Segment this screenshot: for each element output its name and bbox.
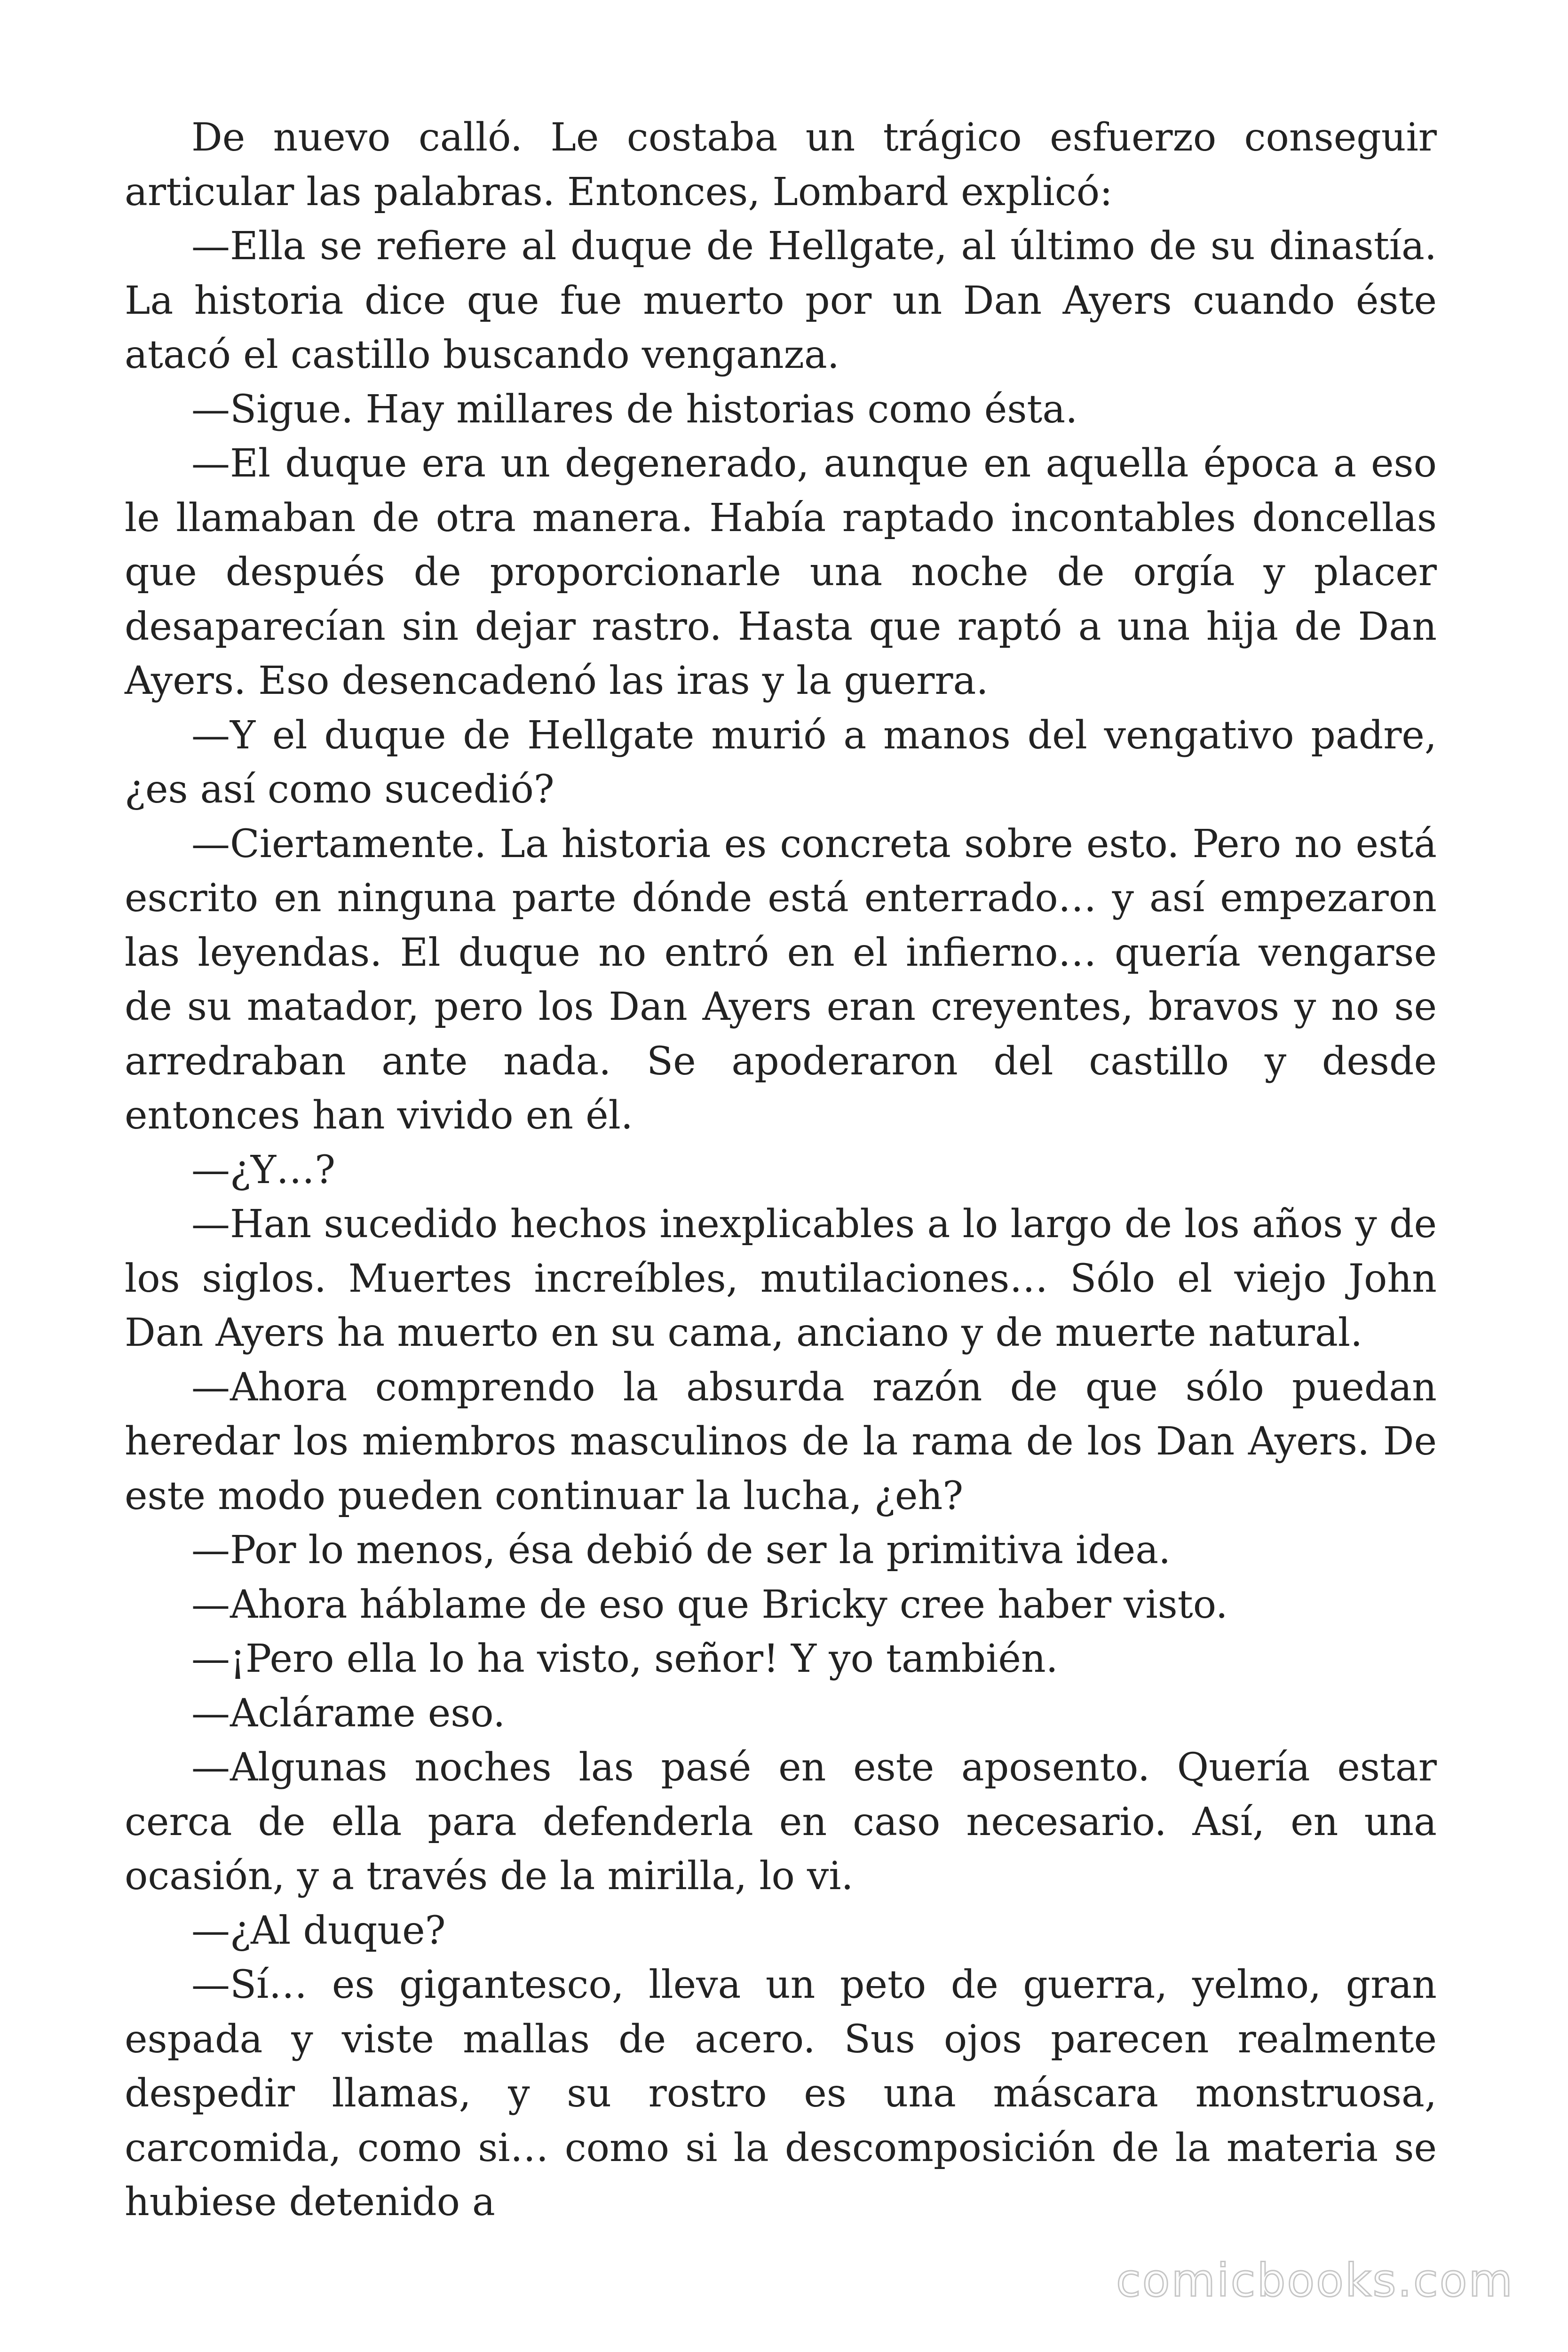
paragraph: —¡Pero ella lo ha visto, señor! Y yo también.	[191, 1637, 1058, 1681]
paragraph: —Sí… es gigantesco, lleva un peto de guerra, yelmo, gran espada y viste mallas de acero. Sus ojos parecen realmente despedir llamas, y su rostro es una máscara monstruosa, carcomida, como si… como si la descomposición de la materia se hubiese detenido a	[125, 1963, 1437, 2225]
paragraph: —Algunas noches las pasé en este aposento. Quería estar cerca de ella para defenderla en caso necesario. Así, en una ocasión, y a través de la mirilla, lo vi.	[125, 1745, 1437, 1899]
paragraph: —¿Al duque?	[191, 1908, 446, 1953]
paragraph: —Aclárame eso.	[191, 1691, 506, 1736]
paragraph: —Han sucedido hechos inexplicables a lo largo de los años y de los siglos. Muertes increíbles, mutilaciones… Sólo el viejo John Dan Ayers ha muerto en su cama, anciano y de muerte natural.	[125, 1202, 1437, 1355]
paragraph: —Ahora háblame de eso que Bricky cree haber visto.	[191, 1582, 1228, 1627]
paragraph: —¿Y…?	[191, 1147, 336, 1192]
watermark: comicbooks.com	[1116, 2254, 1514, 2307]
paragraph: De nuevo calló. Le costaba un trágico esfuerzo conseguir articular las palabras. Entonces, Lombard explicó:	[125, 115, 1437, 215]
paragraph: —Y el duque de Hellgate murió a manos del vengativo padre, ¿es así como sucedió?	[125, 713, 1437, 812]
paragraph: —El duque era un degenerado, aunque en aquella época a eso le llamaban de otra manera. Había raptado incontables doncellas que después de proporcionarle una noche de orgía y placer desaparecían sin dejar rastro. Hasta que raptó a una hija de Dan Ayers. Eso desencadenó las iras y la guerra.	[125, 441, 1437, 703]
paragraph: —Por lo menos, ésa debió de ser la primitiva idea.	[191, 1528, 1171, 1573]
page-body	[125, 111, 1437, 2230]
paragraph: —Ahora comprendo la absurda razón de que sólo puedan heredar los miembros masculinos de la rama de los Dan Ayers. De este modo pueden continuar la lucha, ¿eh?	[125, 1365, 1437, 1518]
paragraph: —Sigue. Hay millares de historias como ésta.	[191, 387, 1078, 432]
paragraph: —Ciertamente. La historia es concreta sobre esto. Pero no está escrito en ninguna parte dónde está enterrado… y así empezaron las leyendas. El duque no entró en el infierno… quería vengarse de su matador, pero los Dan Ayers eran creyentes, bravos y no se arredraban ante nada. Se apoderaron del castillo y desde entonces han vivido en él.	[125, 821, 1437, 1138]
paragraph: —Ella se refiere al duque de Hellgate, al último de su dinastía. La historia dice que fue muerto por un Dan Ayers cuando éste atacó el castillo buscando venganza.	[125, 224, 1437, 377]
